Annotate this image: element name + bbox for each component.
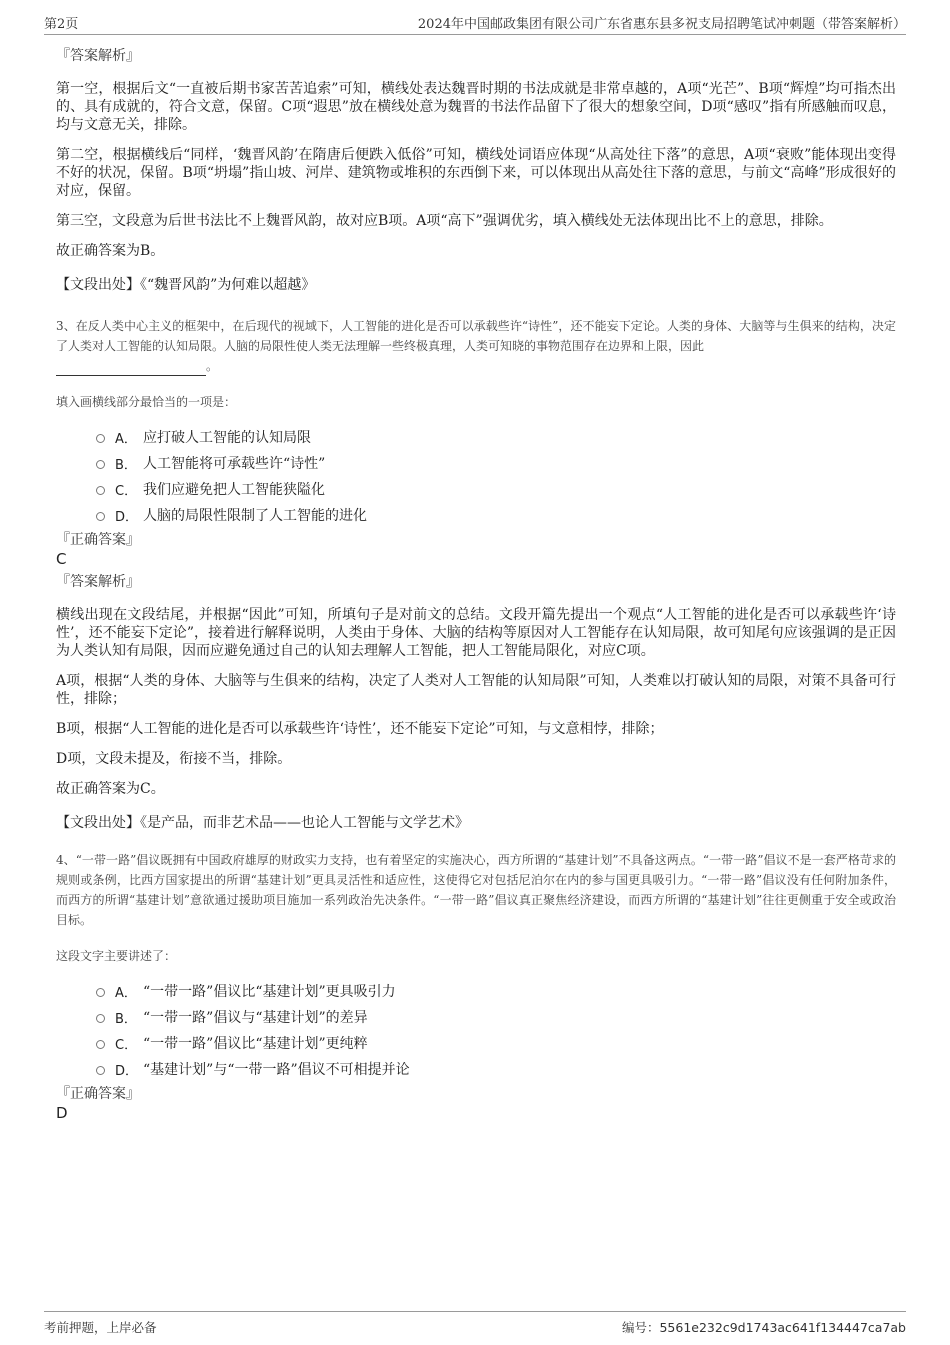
q3-options <box>96 424 896 528</box>
q3-option-b[interactable] <box>96 450 896 476</box>
q2-source: 【文段出处】《“魏晋风韵”为何难以超越》 <box>56 277 316 293</box>
radio-icon[interactable] <box>96 1014 105 1023</box>
option-letter: B． <box>115 457 137 473</box>
q3-analysis-paragraph: A项，根据“人类的身体、大脑等与生俱来的结构，决定了人类对人工智能的认知局限”可知，人类难以打破认知的局限，对策不具备可行性，排除； <box>56 673 896 707</box>
option-text: “一带一路”倡议比“基建计划”更具吸引力 <box>143 984 396 1000</box>
q2-analysis-label: 『答案解析』 <box>56 48 140 64</box>
radio-icon[interactable] <box>96 434 105 443</box>
radio-icon[interactable] <box>96 1040 105 1049</box>
code-value: 5561e232c9d1743ac641f134447ca7ab <box>659 1320 906 1335</box>
q4-option-c[interactable] <box>96 1030 896 1056</box>
q3-option-c[interactable] <box>96 476 896 502</box>
code-label: 编号： <box>621 1320 660 1335</box>
q2-conclusion: 故正确答案为B。 <box>56 243 165 259</box>
option-letter: B． <box>115 1011 137 1027</box>
page-header <box>44 12 906 35</box>
q3-prompt: 填入画横线部分最恰当的一项是： <box>56 395 237 409</box>
radio-icon[interactable] <box>96 512 105 521</box>
q4-answer: D <box>56 1104 68 1122</box>
page-number: 第2页 <box>44 17 79 32</box>
q4-option-a[interactable] <box>96 978 896 1004</box>
option-text: 我们应避免把人工智能狭隘化 <box>143 482 325 498</box>
option-text: 应打破人工智能的认知局限 <box>143 430 311 446</box>
q3-analysis-paragraph: 横线出现在文段结尾，并根据“因此”可知，所填句子是对前文的总结。文段开篇先提出一个观点“人工智能的进化是否可以承载些许‘诗性’，还不能妄下定论”，接着进行解释说明，人类由于身体、大脑的结构等原因对人工智能存在认知局限，故可知尾句应该强调的是正因为人类认知有局限，因而应避免通过自己的认知去理解人工智能，把人工智能局限化，对应C项。 <box>56 607 896 659</box>
footer-slogan: 考前押题，上岸必备 <box>44 1320 157 1335</box>
q3-option-d[interactable] <box>96 502 896 528</box>
answer-blank <box>56 363 206 376</box>
q4-option-b[interactable] <box>96 1004 896 1030</box>
option-letter: A． <box>115 985 137 1001</box>
q3-question-end: 。 <box>206 359 219 373</box>
q2-analysis-paragraph: 第一空，根据后文“一直被后期书家苦苦追索”可知，横线处表达魏晋时期的书法成就是非常卓越的，A项“光芒”、B项“辉煌”均可指杰出的、具有成就的，符合文意，保留。C项“遐思”放在横线处意为魏晋的书法作品留下了很大的想象空间，D项“感叹”指有所感触而叹息，均与文意无关，排除。 <box>56 81 896 133</box>
q2-analysis-paragraph: 第二空，根据横线后“同样，‘魏晋风韵’在隋唐后便跌入低俗”可知，横线处词语应体现“从高处往下落”的意思，A项“衰败”能体现出变得不好的状况，保留。B项“坍塌”指山坡、河岸、建筑物或堆积的东西倒下来，可以体现出从高处往下落的意思，与前文“高峰”形成很好的对应，保留。 <box>56 147 896 199</box>
q3-conclusion: 故正确答案为C。 <box>56 781 165 797</box>
radio-icon[interactable] <box>96 460 105 469</box>
document-title: 2024年中国邮政集团有限公司广东省惠东县多祝支局招聘笔试冲刺题（带答案解析） <box>417 17 906 32</box>
q4-question-text: 4、“一带一路”倡议既拥有中国政府雄厚的财政实力支持，也有着坚定的实施决心，西方所谓的“基建计划”不具备这两点。“一带一路”倡议不是一套严格苛求的规则或条例，比西方国家提出的所谓“基建计划”更具灵活性和适应性，这使得它对包括尼泊尔在内的参与国更具吸引力。“一带一路”倡议没有任何附加条件，而西方的所谓“基建计划”意欲通过援助项目施加一系列政治先决条件。“一带一路”倡议真正聚焦经济建设，而西方所谓的“基建计划”往往更侧重于安全或政治目标。 <box>56 853 896 927</box>
q4-options <box>96 978 896 1082</box>
option-letter: A． <box>115 431 137 447</box>
q3-question-body: 3、在反人类中心主义的框架中，在后现代的视域下，人工智能的进化是否可以承载些许“诗性”，还不能妄下定论。人类的身体、大脑等与生俱来的结构，决定了人类对人工智能的认知局限。人脑的局限性使人类无法理解一些终极真理，人类可知晓的事物范围存在边界和上限，因此 <box>56 319 896 353</box>
main-content <box>56 40 896 1124</box>
option-text: 人脑的局限性限制了人工智能的进化 <box>143 508 367 524</box>
option-letter: C． <box>115 483 138 499</box>
option-text: “一带一路”倡议与“基建计划”的差异 <box>143 1010 368 1026</box>
document-code <box>622 1318 906 1336</box>
q3-option-a[interactable] <box>96 424 896 450</box>
q3-analysis-label: 『答案解析』 <box>56 574 140 590</box>
option-letter: D． <box>115 509 139 525</box>
page-footer <box>44 1311 906 1336</box>
q2-analysis-paragraph: 第三空，文段意为后世书法比不上魏晋风韵，故对应B项。A项“高下”强调优劣，填入横线处无法体现出比不上的意思，排除。 <box>56 213 833 229</box>
option-letter: D． <box>115 1063 139 1079</box>
q4-prompt: 这段文字主要讲述了： <box>56 949 177 963</box>
q3-answer: C <box>56 550 67 568</box>
q4-answer-label: 『正确答案』 <box>56 1086 140 1102</box>
option-text: “基建计划”与“一带一路”倡议不可相提并论 <box>143 1062 410 1078</box>
q3-answer-label: 『正确答案』 <box>56 532 140 548</box>
radio-icon[interactable] <box>96 1066 105 1075</box>
option-letter: C． <box>115 1037 138 1053</box>
q3-source: 【文段出处】《是产品，而非艺术品——也论人工智能与文学艺术》 <box>56 815 469 831</box>
q3-question-text <box>56 316 896 376</box>
option-text: 人工智能将可承载些许“诗性” <box>143 456 326 472</box>
option-text: “一带一路”倡议比“基建计划”更纯粹 <box>143 1036 368 1052</box>
radio-icon[interactable] <box>96 988 105 997</box>
q3-analysis-paragraph: B项，根据“人工智能的进化是否可以承载些许‘诗性’，还不能妄下定论”可知，与文意相悖，排除； <box>56 721 664 737</box>
q3-analysis-paragraph: D项，文段未提及，衔接不当，排除。 <box>56 751 292 767</box>
q4-option-d[interactable] <box>96 1056 896 1082</box>
radio-icon[interactable] <box>96 486 105 495</box>
